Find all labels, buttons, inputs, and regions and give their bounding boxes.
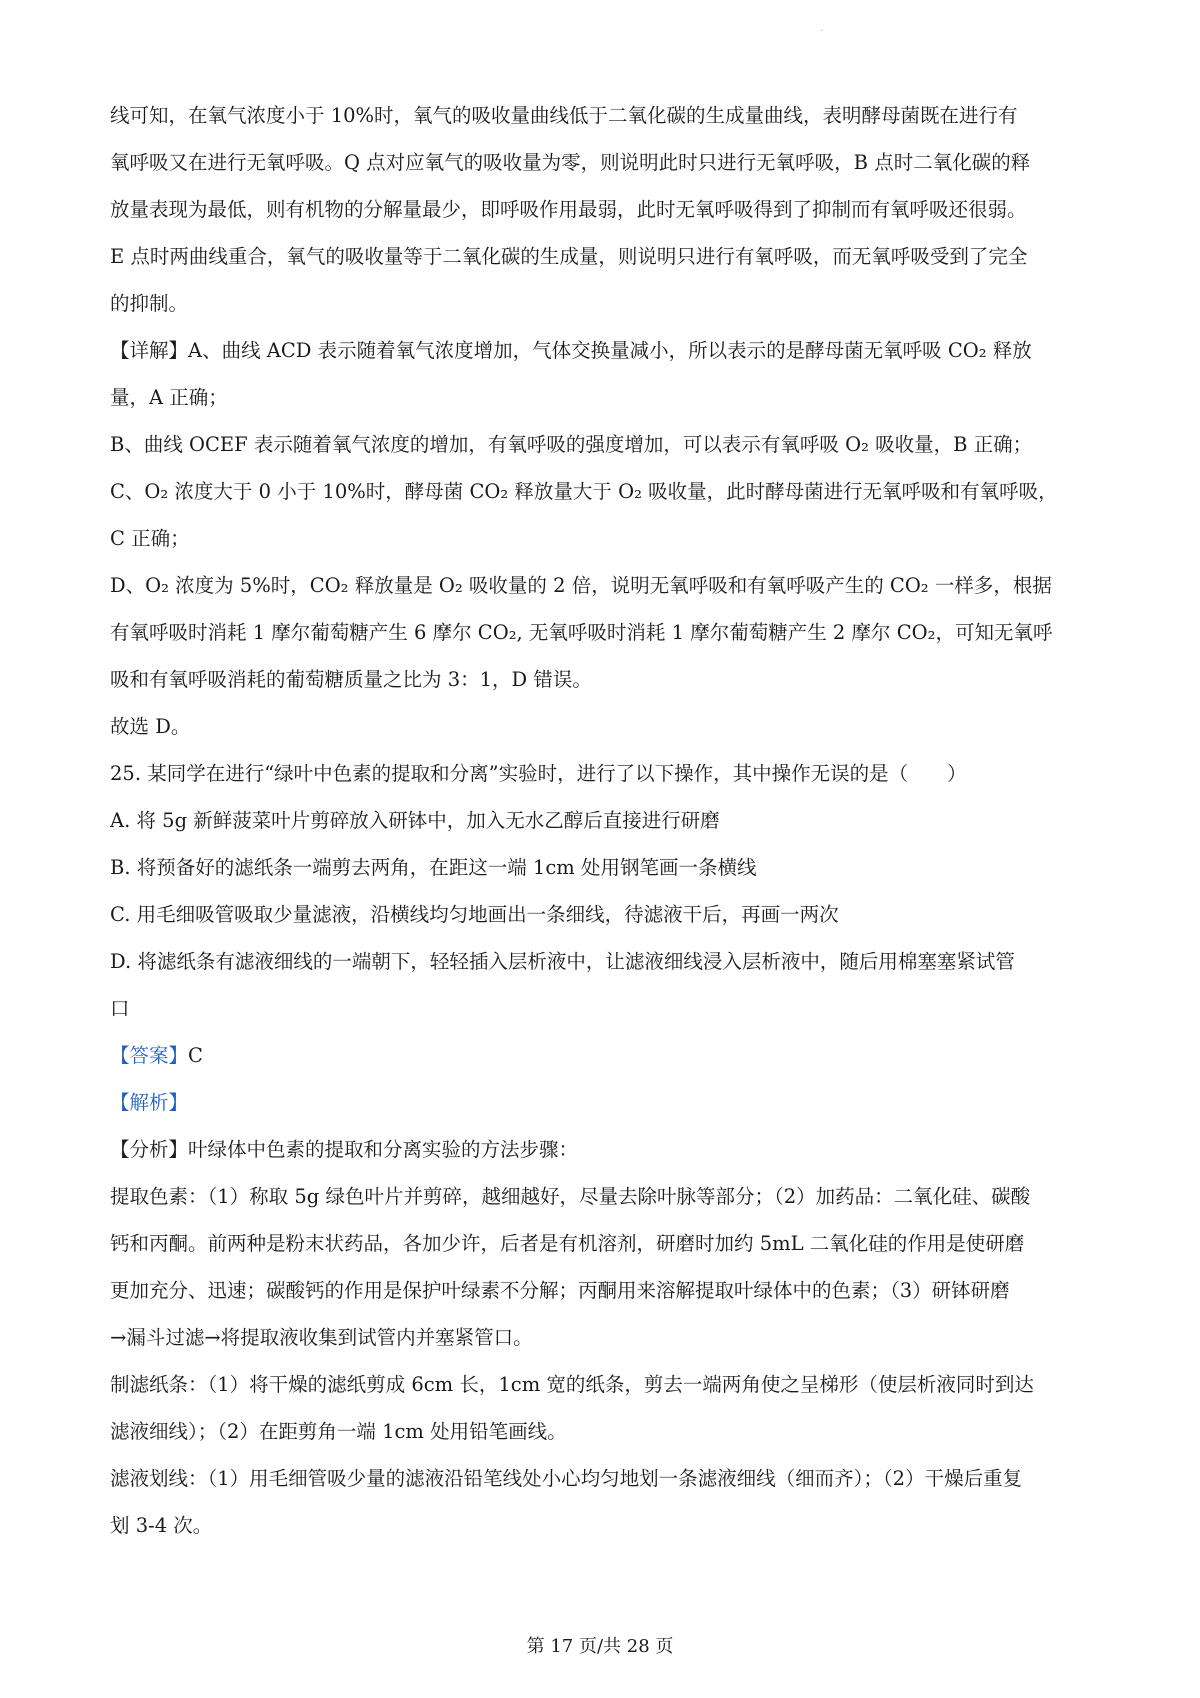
text-line: 的抑制。	[110, 292, 189, 315]
scan-dot: ·	[820, 26, 824, 37]
page-content	[110, 92, 1100, 1549]
text-line: 故选 D。	[110, 715, 191, 738]
paragraph	[110, 421, 1100, 468]
text-line: 量，A 正确；	[110, 386, 228, 409]
text-line: 有氧呼吸时消耗 1 摩尔葡萄糖产生 6 摩尔 CO₂, 无氧呼吸时消耗 1 摩尔葡萄糖产生 2 摩尔 CO₂，可知无氧呼	[110, 621, 1053, 644]
analysis-heading	[110, 1079, 1100, 1126]
text-line: 口	[110, 997, 130, 1020]
text-line: 线可知，在氧气浓度小于 10%时，氧气的吸收量曲线低于二氧化碳的生成量曲线，表明酵母菌既在进行有	[110, 104, 1018, 127]
explanation-section	[110, 92, 1100, 1032]
text-line: A. 将 5g 新鲜菠菜叶片剪碎放入研钵中，加入无水乙醇后直接进行研磨	[110, 809, 720, 832]
text-line: C 正确；	[110, 527, 190, 550]
text-line: 吸和有氧呼吸消耗的葡萄糖质量之比为 3：1，D 错误。	[110, 668, 592, 691]
analysis-label: 【解析】	[110, 1091, 189, 1114]
paragraph	[110, 1173, 1100, 1361]
answer-label: 【答案】	[110, 1044, 189, 1067]
text-line: 提取色素：（1）称取 5g 绿色叶片并剪碎，越细越好，尽量去除叶脉等部分；（2）加药品：二氧化硅、碳酸	[110, 1185, 1031, 1208]
paragraph	[110, 750, 1100, 797]
analysis-section	[110, 1126, 1100, 1549]
paragraph	[110, 797, 1100, 844]
text-line: 制滤纸条：（1）将干燥的滤纸剪成 6cm 长，1cm 宽的纸条，剪去一端两角使之呈梯形（使层析液同时到达	[110, 1373, 1034, 1396]
paragraph	[110, 891, 1100, 938]
text-line: →漏斗过滤→将提取液收集到试管内并塞紧管口。	[110, 1326, 533, 1349]
text-line: 滤液划线：（1）用毛细管吸少量的滤液沿铅笔线处小心均匀地划一条滤液细线（细而齐）；（2）干燥后重复	[110, 1467, 1023, 1490]
text-line: 【详解】A、曲线 ACD 表示随着氧气浓度增加，气体交换量减小，所以表示的是酵母菌无氧呼吸 CO₂ 释放	[110, 339, 1032, 362]
paragraph	[110, 938, 1100, 1032]
paragraph	[110, 703, 1100, 750]
paragraph	[110, 844, 1100, 891]
text-line: 25. 某同学在进行“绿叶中色素的提取和分离”实验时，进行了以下操作，其中操作无误的是（ ）	[110, 762, 967, 785]
text-line: 氧呼吸又在进行无氧呼吸。Q 点对应氧气的吸收量为零，则说明此时只进行无氧呼吸，B 点时二氧化碳的释	[110, 151, 1031, 174]
paragraph	[110, 1361, 1100, 1455]
paragraph	[110, 327, 1100, 421]
text-line: 划 3-4 次。	[110, 1514, 213, 1537]
text-line: B. 将预备好的滤纸条一端剪去两角，在距这一端 1cm 处用钢笔画一条横线	[110, 856, 757, 879]
paragraph	[110, 468, 1100, 562]
paragraph	[110, 562, 1100, 703]
page-footer: 第 17 页/共 28 页	[526, 1636, 674, 1657]
text-line: D、O₂ 浓度为 5%时，CO₂ 释放量是 O₂ 吸收量的 2 倍，说明无氧呼吸和有氧呼吸产生的 CO₂ 一样多，根据	[110, 574, 1052, 597]
text-line: 【分析】叶绿体中色素的提取和分离实验的方法步骤：	[110, 1138, 579, 1161]
text-line: 钙和丙酮。前两种是粉末状药品，各加少许，后者是有机溶剂，研磨时加约 5mL 二氧化硅的作用是使研磨	[110, 1232, 1025, 1255]
text-line: E 点时两曲线重合，氧气的吸收量等于二氧化碳的生成量，则说明只进行有氧呼吸，而无氧呼吸受到了完全	[110, 245, 1028, 268]
paragraph	[110, 92, 1100, 327]
answer-line	[110, 1032, 1100, 1079]
text-line: C. 用毛细吸管吸取少量滤液，沿横线均匀地画出一条细线，待滤液干后，再画一两次	[110, 903, 839, 926]
text-line: D. 将滤纸条有滤液细线的一端朝下，轻轻插入层析液中，让滤液细线浸入层析液中，随后用棉塞塞紧试管	[110, 950, 1015, 973]
text-line: B、曲线 OCEF 表示随着氧气浓度的增加，有氧呼吸的强度增加，可以表示有氧呼吸 O₂ 吸收量，B 正确；	[110, 433, 1033, 456]
text-line: 更加充分、迅速；碳酸钙的作用是保护叶绿素不分解；丙酮用来溶解提取叶绿体中的色素；（3）研钵研磨	[110, 1279, 1010, 1302]
text-line: 放量表现为最低，则有机物的分解量最少，即呼吸作用最弱，此时无氧呼吸得到了抑制而有氧呼吸还很弱。	[110, 198, 1027, 221]
text-line: 滤液细线）；（2）在距剪角一端 1cm 处用铅笔画线。	[110, 1420, 567, 1443]
answer-value: C	[188, 1044, 203, 1067]
paragraph	[110, 1126, 1100, 1173]
paragraph	[110, 1455, 1100, 1549]
text-line: C、O₂ 浓度大于 0 小于 10%时，酵母菌 CO₂ 释放量大于 O₂ 吸收量，此时酵母菌进行无氧呼吸和有氧呼吸，	[110, 480, 1058, 503]
